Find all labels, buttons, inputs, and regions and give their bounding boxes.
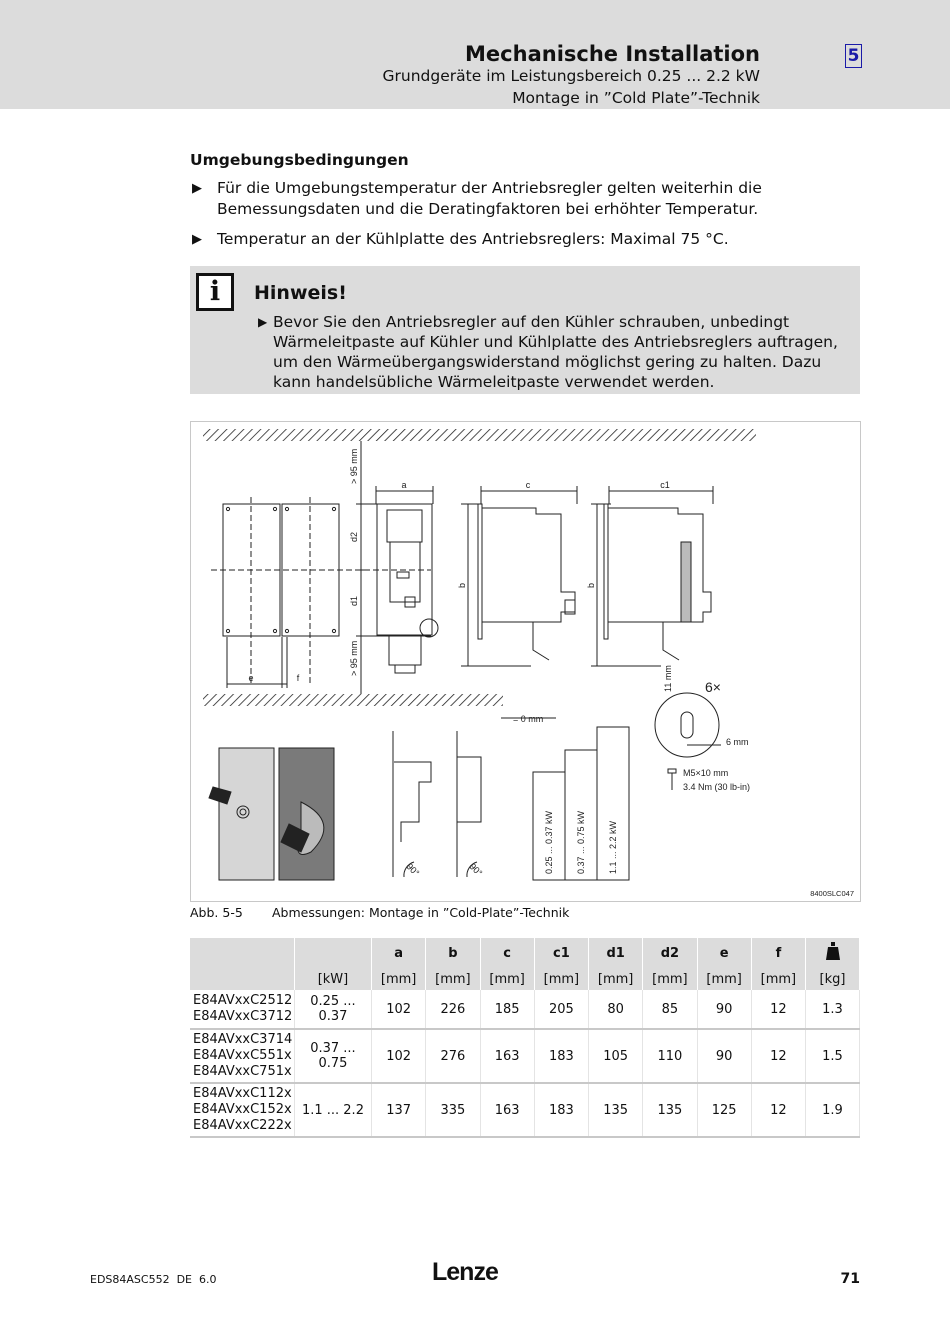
type-cell: E84AVxxC2512 E84AVxxC3712 xyxy=(190,990,294,1029)
angle-views xyxy=(393,731,485,878)
chapter-number[interactable]: 5 xyxy=(845,44,862,68)
label-d1: d1 xyxy=(349,595,359,606)
unit-cell: [mm] xyxy=(534,968,588,990)
page-title: Mechanische Installation xyxy=(465,42,760,66)
dimension-drawing xyxy=(190,421,861,902)
label-gap-top: > 95 mm xyxy=(349,448,359,484)
table-row: E84AVxxC2512 E84AVxxC3712 0.25 ... 0.37 102 226 185 205 80 85 90 12 1.3 xyxy=(190,990,860,1029)
drawing-svg xyxy=(191,422,860,901)
label-b2: b xyxy=(586,582,596,588)
unit-cell: [mm] xyxy=(372,968,426,990)
label-c: c xyxy=(525,480,531,490)
bullet-arrow-icon: ▶ xyxy=(192,181,202,196)
col-header: d1 xyxy=(589,938,643,968)
page-number: 71 xyxy=(840,1271,860,1287)
type-cell: E84AVxxC3714 E84AVxxC551x E84AVxxC751x xyxy=(190,1029,294,1083)
label-c1: c1 xyxy=(660,480,670,490)
label-torque: 3.4 Nm (30 lb-in) xyxy=(683,782,751,792)
col-header: e xyxy=(697,938,751,968)
table-row: E84AVxxC3714 E84AVxxC551x E84AVxxC751x 0.37 ... 0.75 102 276 163 183 105 110 90 12 1.5 xyxy=(190,1029,860,1083)
ceiling-hatch xyxy=(203,429,756,441)
unit-cell: [kW] xyxy=(294,968,371,990)
unit-cell: [mm] xyxy=(480,968,534,990)
label-b: b xyxy=(457,582,467,588)
label-power-2: 0.37 ... 0.75 kW xyxy=(576,810,586,874)
lenze-logo: Lenze xyxy=(432,1258,498,1286)
table-row: E84AVxxC112x E84AVxxC152x E84AVxxC222x 1.1 ... 2.2 137 335 163 183 135 135 125 12 1.9 xyxy=(190,1083,860,1137)
info-icon: i xyxy=(196,273,234,311)
device-side-view-c xyxy=(457,480,577,666)
size-blocks xyxy=(501,714,629,880)
figure-caption-number: Abb. 5-5 xyxy=(190,905,243,920)
col-header: f xyxy=(751,938,805,968)
unit-cell: [mm] xyxy=(751,968,805,990)
label-gap-bottom: > 95 mm xyxy=(349,640,359,676)
unit-cell: [mm] xyxy=(643,968,697,990)
weight-icon xyxy=(806,938,860,968)
note-box: i Hinweis! ▶ Bevor Sie den Antriebsregler auf den Kühler schrauben, unbedingt Wärmeleitpaste auf Kühler und Kühlplatte des Antriebsreglers auftragen, um den Wärmeübergangswiderstand möglichst gering zu halten. Dazu kann handelsübliche Wärmeleitpaste verwendet werden. xyxy=(190,266,860,394)
col-header: c1 xyxy=(534,938,588,968)
device-side-view-c1 xyxy=(586,480,713,666)
screw-detail xyxy=(655,665,750,792)
label-11mm: 11 mm xyxy=(663,665,673,692)
unit-cell: [mm] xyxy=(589,968,643,990)
label-e: e xyxy=(248,673,254,683)
col-header: c xyxy=(480,938,534,968)
page-subtitle-2: Montage in ”Cold Plate”-Technik xyxy=(512,89,760,107)
floor-hatch xyxy=(203,694,503,706)
unit-cell: [mm] xyxy=(426,968,480,990)
table-header-row xyxy=(190,938,860,968)
section-heading: Umgebungsbedingungen xyxy=(190,151,409,169)
bullet-arrow-icon: ▶ xyxy=(192,232,202,247)
page-header xyxy=(0,0,950,109)
label-a: a xyxy=(401,480,407,490)
bullet-arrow-icon: ▶ xyxy=(258,315,268,329)
drawing-code: 8400SLC047 xyxy=(810,889,854,898)
label-count: 6× xyxy=(705,679,721,695)
label-angle-1: 90° xyxy=(404,861,422,879)
label-d2: d2 xyxy=(349,531,359,542)
footer-doc-id: EDS84ASC552 DE 6.0 xyxy=(90,1273,217,1286)
label-zero: = 0 mm xyxy=(513,714,544,724)
label-power-1: 0.25 ... 0.37 kW xyxy=(544,810,554,874)
paste-application xyxy=(209,748,334,880)
col-header: b xyxy=(426,938,480,968)
label-power-3: 1.1 ... 2.2 kW xyxy=(608,820,618,874)
col-header: a xyxy=(372,938,426,968)
unit-cell: [kg] xyxy=(806,968,860,990)
dimensions-table xyxy=(190,938,860,1138)
unit-cell: [mm] xyxy=(697,968,751,990)
figure-caption: Abmessungen: Montage in ”Cold-Plate”-Technik xyxy=(272,905,570,920)
note-title: Hinweis! xyxy=(254,282,347,304)
type-cell: E84AVxxC112x E84AVxxC152x E84AVxxC222x xyxy=(190,1083,294,1137)
label-6mm: 6 mm xyxy=(726,737,749,747)
label-angle-2: 90° xyxy=(467,861,485,879)
page-subtitle-1: Grundgeräte im Leistungsbereich 0.25 ... 2.2 kW xyxy=(382,67,760,85)
plates-front-view xyxy=(211,497,431,688)
label-screw: M5×10 mm xyxy=(683,768,729,778)
device-front-view xyxy=(376,480,438,673)
label-f: f xyxy=(296,673,300,683)
col-header: d2 xyxy=(643,938,697,968)
